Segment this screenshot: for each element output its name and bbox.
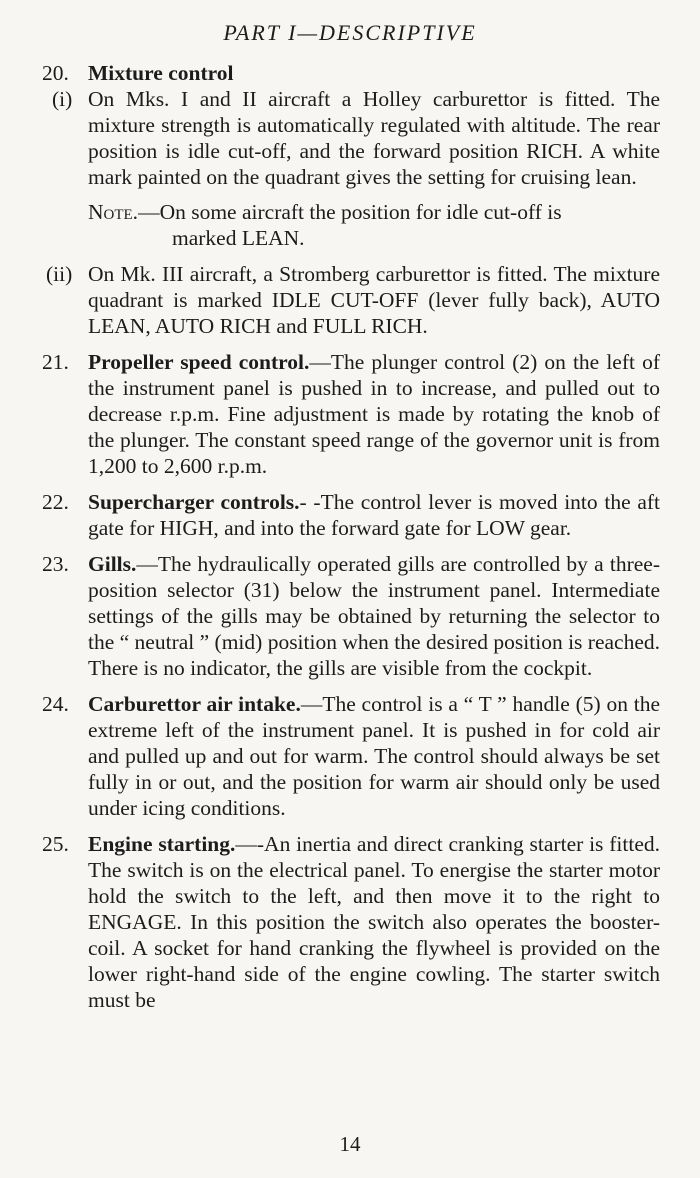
section-title: Engine starting. <box>88 832 236 856</box>
section-21 <box>42 349 660 479</box>
section-number: 25. <box>42 832 69 856</box>
subsection-text: On Mks. I and II aircraft a Holley carburettor is fitted. The mixture strength is automatically regulated with altitude. The rear position is idle cut-off, and the forward position RICH. A white mark painted on the quadrant gives the setting for cruising lean. <box>88 87 660 189</box>
body-text <box>42 60 660 1023</box>
section-body: —The plunger control (2) on the left of the instrument panel is pushed in to increase, and pulled out to decrease r.p.m. Fine adjustment is made by rotating the knob of the plunger. The constant speed range of the governor unit is from 1,200 to 2,600 r.p.m. <box>88 350 660 478</box>
section-paragraph <box>88 489 660 541</box>
subsection-i <box>42 86 660 251</box>
section-22 <box>42 489 660 541</box>
section-number: 24. <box>42 692 69 716</box>
section-25 <box>42 831 660 1013</box>
page-number: 14 <box>339 1132 361 1156</box>
section-title: Gills. <box>88 552 137 576</box>
section-body: —The hydraulically operated gills are controlled by a three-position selector (31) below the instrument panel. Intermediate settings of the gills may be obtained by returning the selector to the “ neutral ” (mid) position when the desired position is reached. There is no indicator, the gills are visible from the cockpit. <box>88 552 660 680</box>
note <box>88 199 660 251</box>
section-number: 21. <box>42 350 69 374</box>
note-text: —On some aircraft the position for idle cut-off is <box>138 200 562 224</box>
section-number: 23. <box>42 552 69 576</box>
section-body: - -The control lever is moved into the aft gate for HIGH, and into the forward gate for LOW gear. <box>88 490 661 540</box>
section-title: Supercharger controls. <box>88 490 300 514</box>
section-number: 22. <box>42 490 69 514</box>
section-paragraph <box>88 831 660 1013</box>
note-continuation: marked LEAN. <box>172 226 305 250</box>
section-title: Carburettor air intake. <box>88 692 301 716</box>
section-23 <box>42 551 660 681</box>
section-paragraph <box>88 349 660 479</box>
note-label: Note. <box>88 200 139 224</box>
section-20 <box>42 60 660 339</box>
section-paragraph <box>88 551 660 681</box>
subsection-text: On Mk. III aircraft, a Stromberg carburettor is fitted. The mixture quadrant is marked IDLE CUT-OFF (lever fully back), AUTO LEAN, AUTO RICH and FULL RICH. <box>88 262 660 338</box>
subsection-marker: (i) <box>52 87 73 111</box>
subsection-marker: (ii) <box>46 262 73 286</box>
section-paragraph <box>88 691 660 821</box>
section-title: Propeller speed control. <box>88 350 310 374</box>
section-body: —-An inertia and direct cranking starter is fitted. The switch is on the electrical panel. To energise the starter motor hold the switch to the left, and then move it to the right to ENGAGE. In this position the switch also operates the booster-coil. A socket for hand cranking the flywheel is provided on the lower right-hand side of the engine cowling. The starter switch must be <box>88 832 660 1012</box>
section-body: —The control is a “ T ” handle (5) on the extreme left of the instrument panel. It is pushed in for cold air and pulled up and out for warm. The control should always be set fully in or out, and the position for warm air should only be used under icing conditions. <box>88 692 660 820</box>
running-header: PART I—DESCRIPTIVE <box>223 20 477 45</box>
section-24 <box>42 691 660 821</box>
section-number: 20. <box>42 61 69 85</box>
section-title: Mixture control <box>88 61 234 85</box>
subsection-ii <box>42 261 660 339</box>
